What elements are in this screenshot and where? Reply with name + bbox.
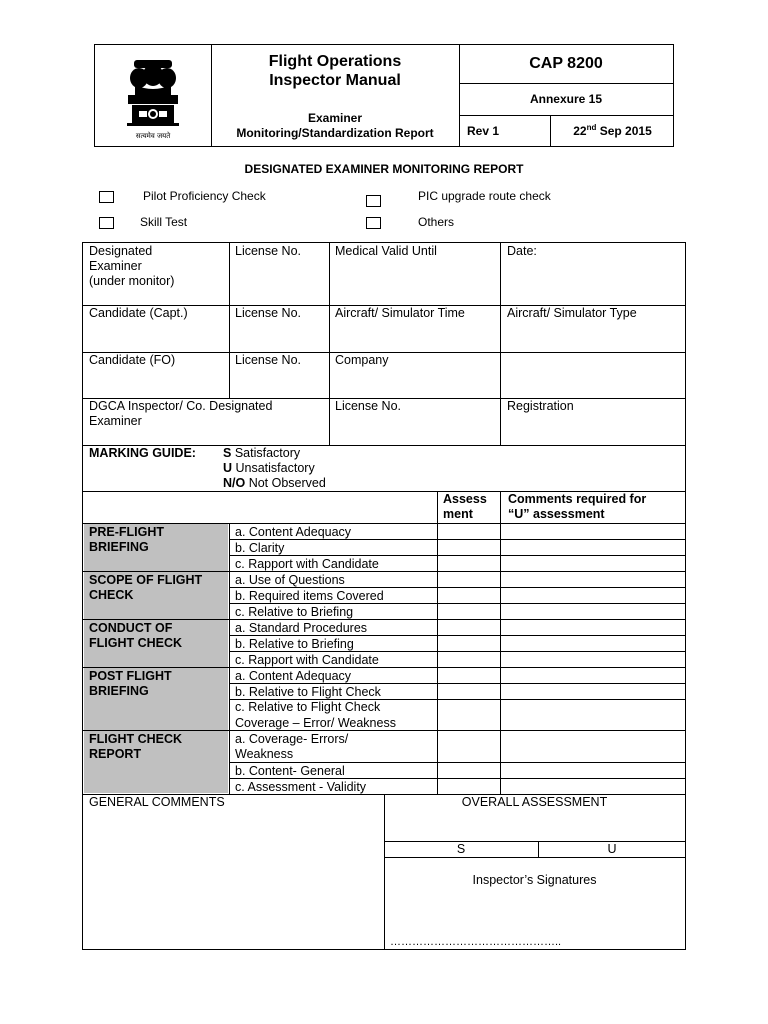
col-divider (437, 492, 438, 794)
aircraft-time-label: Aircraft/ Simulator Time (335, 306, 465, 320)
marking-guide-entries (223, 446, 326, 491)
subtitle-line1: Examiner (307, 111, 363, 125)
label-line: FLIGHT CHECK (89, 636, 183, 650)
revision-date (552, 116, 673, 146)
label-line: (under monitor) (89, 274, 175, 288)
code: N/O (223, 476, 246, 490)
col-divider (384, 794, 385, 950)
label-line: POST FLIGHT (89, 669, 172, 683)
annexure-number: Annexure 15 (459, 84, 673, 116)
col-divider (229, 243, 230, 398)
section-item: b. Content- General (235, 764, 345, 778)
label-line: “U” assessment (508, 507, 605, 521)
header-title-cell (211, 45, 460, 146)
company-label: Company (335, 353, 389, 367)
label-line: CONDUCT OF (89, 621, 173, 635)
code: U (223, 461, 233, 475)
code: S (223, 446, 232, 460)
section-title-post-flight (89, 669, 172, 699)
section-item: a. Content Adequacy (235, 669, 352, 683)
section-title-scope (89, 573, 202, 603)
section-item: c. Relative to Flight Check (235, 700, 381, 714)
license-no-label: License No. (235, 353, 302, 367)
skill-test-label: Skill Test (140, 215, 188, 229)
footer-divider (384, 857, 685, 858)
medical-valid-label: Medical Valid Until (335, 244, 437, 258)
emblem-cell (95, 45, 212, 146)
license-no-label: License No. (235, 244, 302, 258)
header-box (94, 44, 674, 147)
section-item: Weakness (235, 747, 294, 761)
emblem-caption: सत्यमेव जयते (135, 132, 171, 140)
section-item: a. Use of Questions (235, 573, 345, 587)
skill-test-checkbox[interactable] (99, 217, 114, 229)
pic-upgrade-checkbox[interactable] (366, 195, 381, 207)
label-line: Assess (443, 492, 487, 506)
row-divider (83, 523, 685, 524)
label-line: Comments required for (508, 492, 647, 506)
text: Unsatisfactory (232, 461, 315, 475)
section-item: c. Rapport with Candidate (235, 557, 379, 571)
signature-line[interactable]: ……………………………………….. (390, 936, 562, 948)
registration-label: Registration (507, 399, 574, 413)
candidate-fo-label: Candidate (FO) (89, 353, 176, 367)
overall-assessment-label: OVERALL ASSESSMENT (461, 795, 608, 809)
section-item: c. Rapport with Candidate (235, 653, 379, 667)
text: Not Observed (245, 476, 326, 490)
pilot-proficiency-label: Pilot Proficiency Check (143, 189, 266, 203)
section-item: c. Relative to Briefing (235, 605, 354, 619)
section-item: b. Relative to Flight Check (235, 685, 381, 699)
label-line: Designated (89, 244, 153, 258)
date-day: 22 (573, 124, 587, 138)
section-title-report (89, 732, 182, 762)
label-line: ment (443, 507, 473, 521)
marking-u (223, 461, 326, 476)
label-line: Examiner (89, 259, 142, 273)
aircraft-type-label: Aircraft/ Simulator Type (507, 306, 637, 320)
label-line: PRE-FLIGHT (89, 525, 164, 539)
label-line: Examiner (89, 414, 142, 428)
section-divider (83, 667, 685, 668)
section-title-pre-flight (89, 525, 164, 555)
section-item: a. Content Adequacy (235, 525, 352, 539)
subtitle-line2: Monitoring/Standardization Report (236, 126, 434, 140)
marking-s (223, 446, 326, 461)
section-divider (83, 571, 685, 572)
general-comments-label: GENERAL COMMENTS (89, 795, 225, 809)
section-item: a. Standard Procedures (235, 621, 368, 635)
candidate-capt-label: Candidate (Capt.) (89, 306, 188, 320)
section-item: b. Required items Covered (235, 589, 384, 603)
marking-guide-label: MARKING GUIDE: (89, 446, 196, 460)
pilot-proficiency-checkbox[interactable] (99, 191, 114, 203)
report-subtitle (211, 111, 459, 141)
others-checkbox[interactable] (366, 217, 381, 229)
date-label: Date: (507, 244, 537, 258)
label-line: FLIGHT CHECK (89, 732, 183, 746)
license-no-label: License No. (335, 399, 402, 413)
cap-number: CAP 8200 (459, 45, 673, 84)
date-rest: Sep 2015 (596, 124, 652, 138)
col-divider (229, 524, 230, 794)
license-no-label: License No. (235, 306, 302, 320)
section-title-conduct (89, 621, 182, 651)
label-line: BRIEFING (89, 540, 149, 554)
marking-no (223, 476, 326, 491)
col-divider (500, 492, 501, 794)
inspector-signatures-label: Inspector’s Signatures (472, 873, 597, 887)
label-line: BRIEFING (89, 684, 149, 698)
overall-u-label[interactable]: U (607, 842, 617, 856)
assessment-column-header (443, 492, 487, 522)
section-item: c. Assessment - Validity (235, 780, 367, 794)
section-item: b. Clarity (235, 541, 285, 555)
col-divider (500, 243, 501, 445)
report-table (82, 242, 686, 950)
section-divider (83, 619, 685, 620)
section-item: b. Relative to Briefing (235, 637, 354, 651)
manual-title-line1: Flight Operations (268, 53, 402, 70)
report-title: DESIGNATED EXAMINER MONITORING REPORT (244, 162, 524, 176)
label-line: REPORT (89, 747, 142, 761)
national-emblem-icon (95, 45, 211, 146)
label-line: CHECK (89, 588, 134, 602)
manual-title-line2: Inspector Manual (269, 72, 401, 89)
revision: Rev 1 (459, 116, 551, 146)
col-divider (329, 243, 330, 445)
section-item: a. Coverage- Errors/ (235, 732, 349, 746)
comments-column-header (508, 492, 646, 522)
section-item: Coverage – Error/ Weakness (235, 716, 396, 730)
label-line: SCOPE OF FLIGHT (89, 573, 203, 587)
text: Satisfactory (231, 446, 301, 460)
pic-upgrade-label: PIC upgrade route check (418, 189, 551, 203)
dgca-inspector-label (89, 399, 272, 429)
label-line: DGCA Inspector/ Co. Designated (89, 399, 273, 413)
manual-title (211, 52, 459, 90)
designated-examiner-label (89, 244, 174, 289)
overall-s-label[interactable]: S (456, 842, 466, 856)
date-suffix: nd (586, 123, 597, 132)
others-label: Others (418, 215, 455, 229)
